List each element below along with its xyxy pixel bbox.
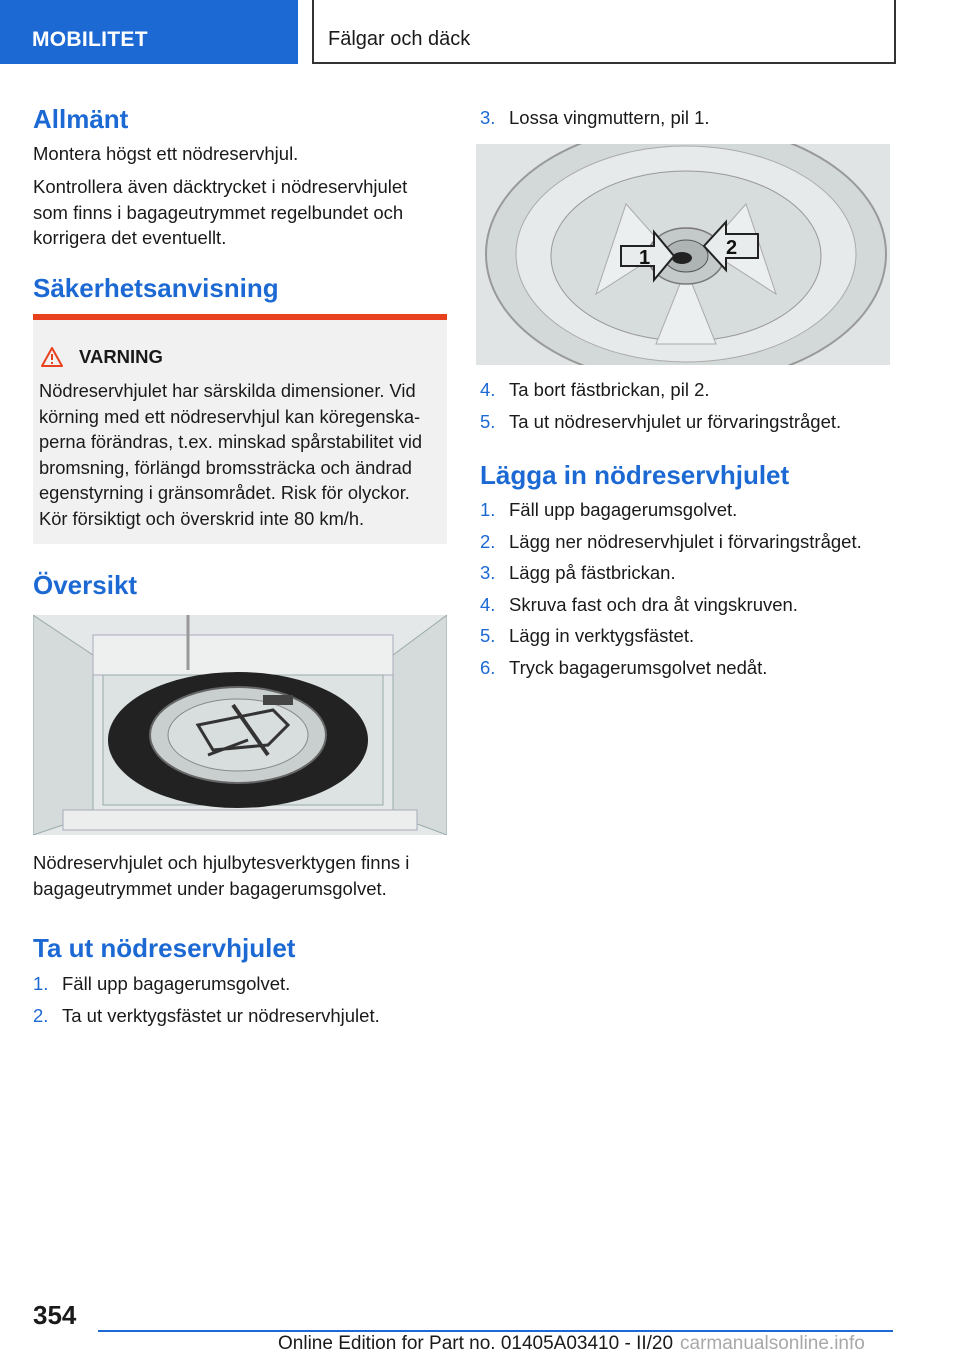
allmant-paragraph-2 xyxy=(33,174,447,251)
list-item xyxy=(480,102,892,134)
caption-line: bagageutrymmet under bagagerumsgolvet. xyxy=(33,877,387,899)
trunk-spare-wheel-illustration xyxy=(33,615,447,835)
allmant-p2-line: som finns i bagageutrymmet regelbundet och xyxy=(33,201,404,223)
step-number: 5. xyxy=(480,410,496,432)
step-text: Lägg ner nödreservhjulet i förvaringstråget. xyxy=(509,530,862,552)
list-item xyxy=(480,494,892,526)
list-item xyxy=(33,968,447,1000)
ta-ut-steps-left xyxy=(33,968,447,1031)
wing-nut-illustration xyxy=(476,144,890,365)
allmant-p2-line: Kontrollera även däcktrycket i nödreservhjulet xyxy=(33,176,408,197)
oversikt-caption xyxy=(33,850,447,901)
step-text: Skruva fast och dra åt vingskruven. xyxy=(509,593,798,615)
list-item xyxy=(480,526,892,558)
list-item xyxy=(480,620,892,652)
heading-safety: Säkerhetsanvisning xyxy=(33,273,279,303)
list-item xyxy=(33,1000,447,1032)
step-number: 6. xyxy=(480,656,496,678)
watermark: carmanualsonline.info xyxy=(680,1333,865,1354)
step-text: Ta bort fästbrickan, pil 2. xyxy=(509,379,710,400)
heading-ta-ut: Ta ut nödreservhjulet xyxy=(33,933,296,963)
step-number: 2. xyxy=(480,530,496,552)
heading-allmant: Allmänt xyxy=(33,104,129,134)
step-number: 4. xyxy=(480,593,496,615)
warning-label: VARNING xyxy=(79,346,163,367)
step-number: 1. xyxy=(480,499,496,520)
list-item xyxy=(480,557,892,589)
warning-line: egenstyrning i gränsområdet. Risk för olyckor. xyxy=(39,482,410,503)
warning-line: perna förändras, t.ex. minskad spårstabilitet vid xyxy=(39,431,423,452)
warning-line: körning med ett nödreservhjul kan köregenska- xyxy=(39,405,421,427)
step-text: Lägg in verktygsfästet. xyxy=(509,625,695,646)
ta-ut-steps-right-1 xyxy=(480,102,892,134)
step-number: 5. xyxy=(480,625,496,646)
arrow-label-2: 2 xyxy=(726,237,738,259)
step-number: 3. xyxy=(480,562,496,583)
page-number: 354 xyxy=(33,1300,77,1330)
warning-header xyxy=(41,346,163,368)
warning-box xyxy=(33,314,447,544)
list-item xyxy=(480,589,892,621)
step-text: Fäll upp bagagerumsgolvet. xyxy=(62,973,291,994)
step-number: 4. xyxy=(480,379,496,400)
step-text: Ta ut nödreservhjulet ur förvaringstråget. xyxy=(509,410,842,432)
step-number: 1. xyxy=(33,973,49,994)
edition-text: Online Edition for Part no. 01405A03410 - II/20 xyxy=(278,1333,674,1354)
step-text: Ta ut verktygsfästet ur nödreservhjulet. xyxy=(62,1004,380,1026)
section-tab: MOBILITET xyxy=(0,0,298,64)
chapter-title: Fälgar och däck xyxy=(312,0,896,64)
allmant-p2-line: korrigera det eventuellt. xyxy=(33,227,227,248)
list-item xyxy=(480,406,892,438)
step-text: Lossa vingmuttern, pil 1. xyxy=(509,107,710,128)
warning-line: Nödreservhjulet har särskilda dimensioner. Vid xyxy=(39,380,416,401)
arrow-label-1: 1 xyxy=(639,247,651,269)
list-item xyxy=(480,374,892,406)
warning-text xyxy=(39,378,443,531)
caption-line: Nödreservhjulet och hjulbytesverktygen finns i xyxy=(33,852,410,873)
ta-ut-steps-right-2 xyxy=(480,374,892,437)
heading-oversikt: Översikt xyxy=(33,570,138,600)
warning-line: bromsning, förlängd bromssträcka och ändrad xyxy=(39,456,412,478)
step-number: 2. xyxy=(33,1004,49,1026)
footer-divider xyxy=(98,1330,893,1332)
lagga-in-steps xyxy=(480,494,892,683)
step-text: Fäll upp bagagerumsgolvet. xyxy=(509,499,738,520)
list-item xyxy=(480,652,892,684)
heading-lagga-in: Lägga in nödreservhjulet xyxy=(480,460,790,490)
step-text: Lägg på fästbrickan. xyxy=(509,562,676,583)
warning-triangle-icon xyxy=(41,347,63,367)
warning-line: Kör försiktigt och överskrid inte 80 km/h. xyxy=(39,507,365,529)
step-text: Tryck bagagerumsgolvet nedåt. xyxy=(509,656,768,678)
step-number: 3. xyxy=(480,107,496,128)
allmant-paragraph-1: Montera högst ett nödreservhjul. xyxy=(33,143,299,164)
